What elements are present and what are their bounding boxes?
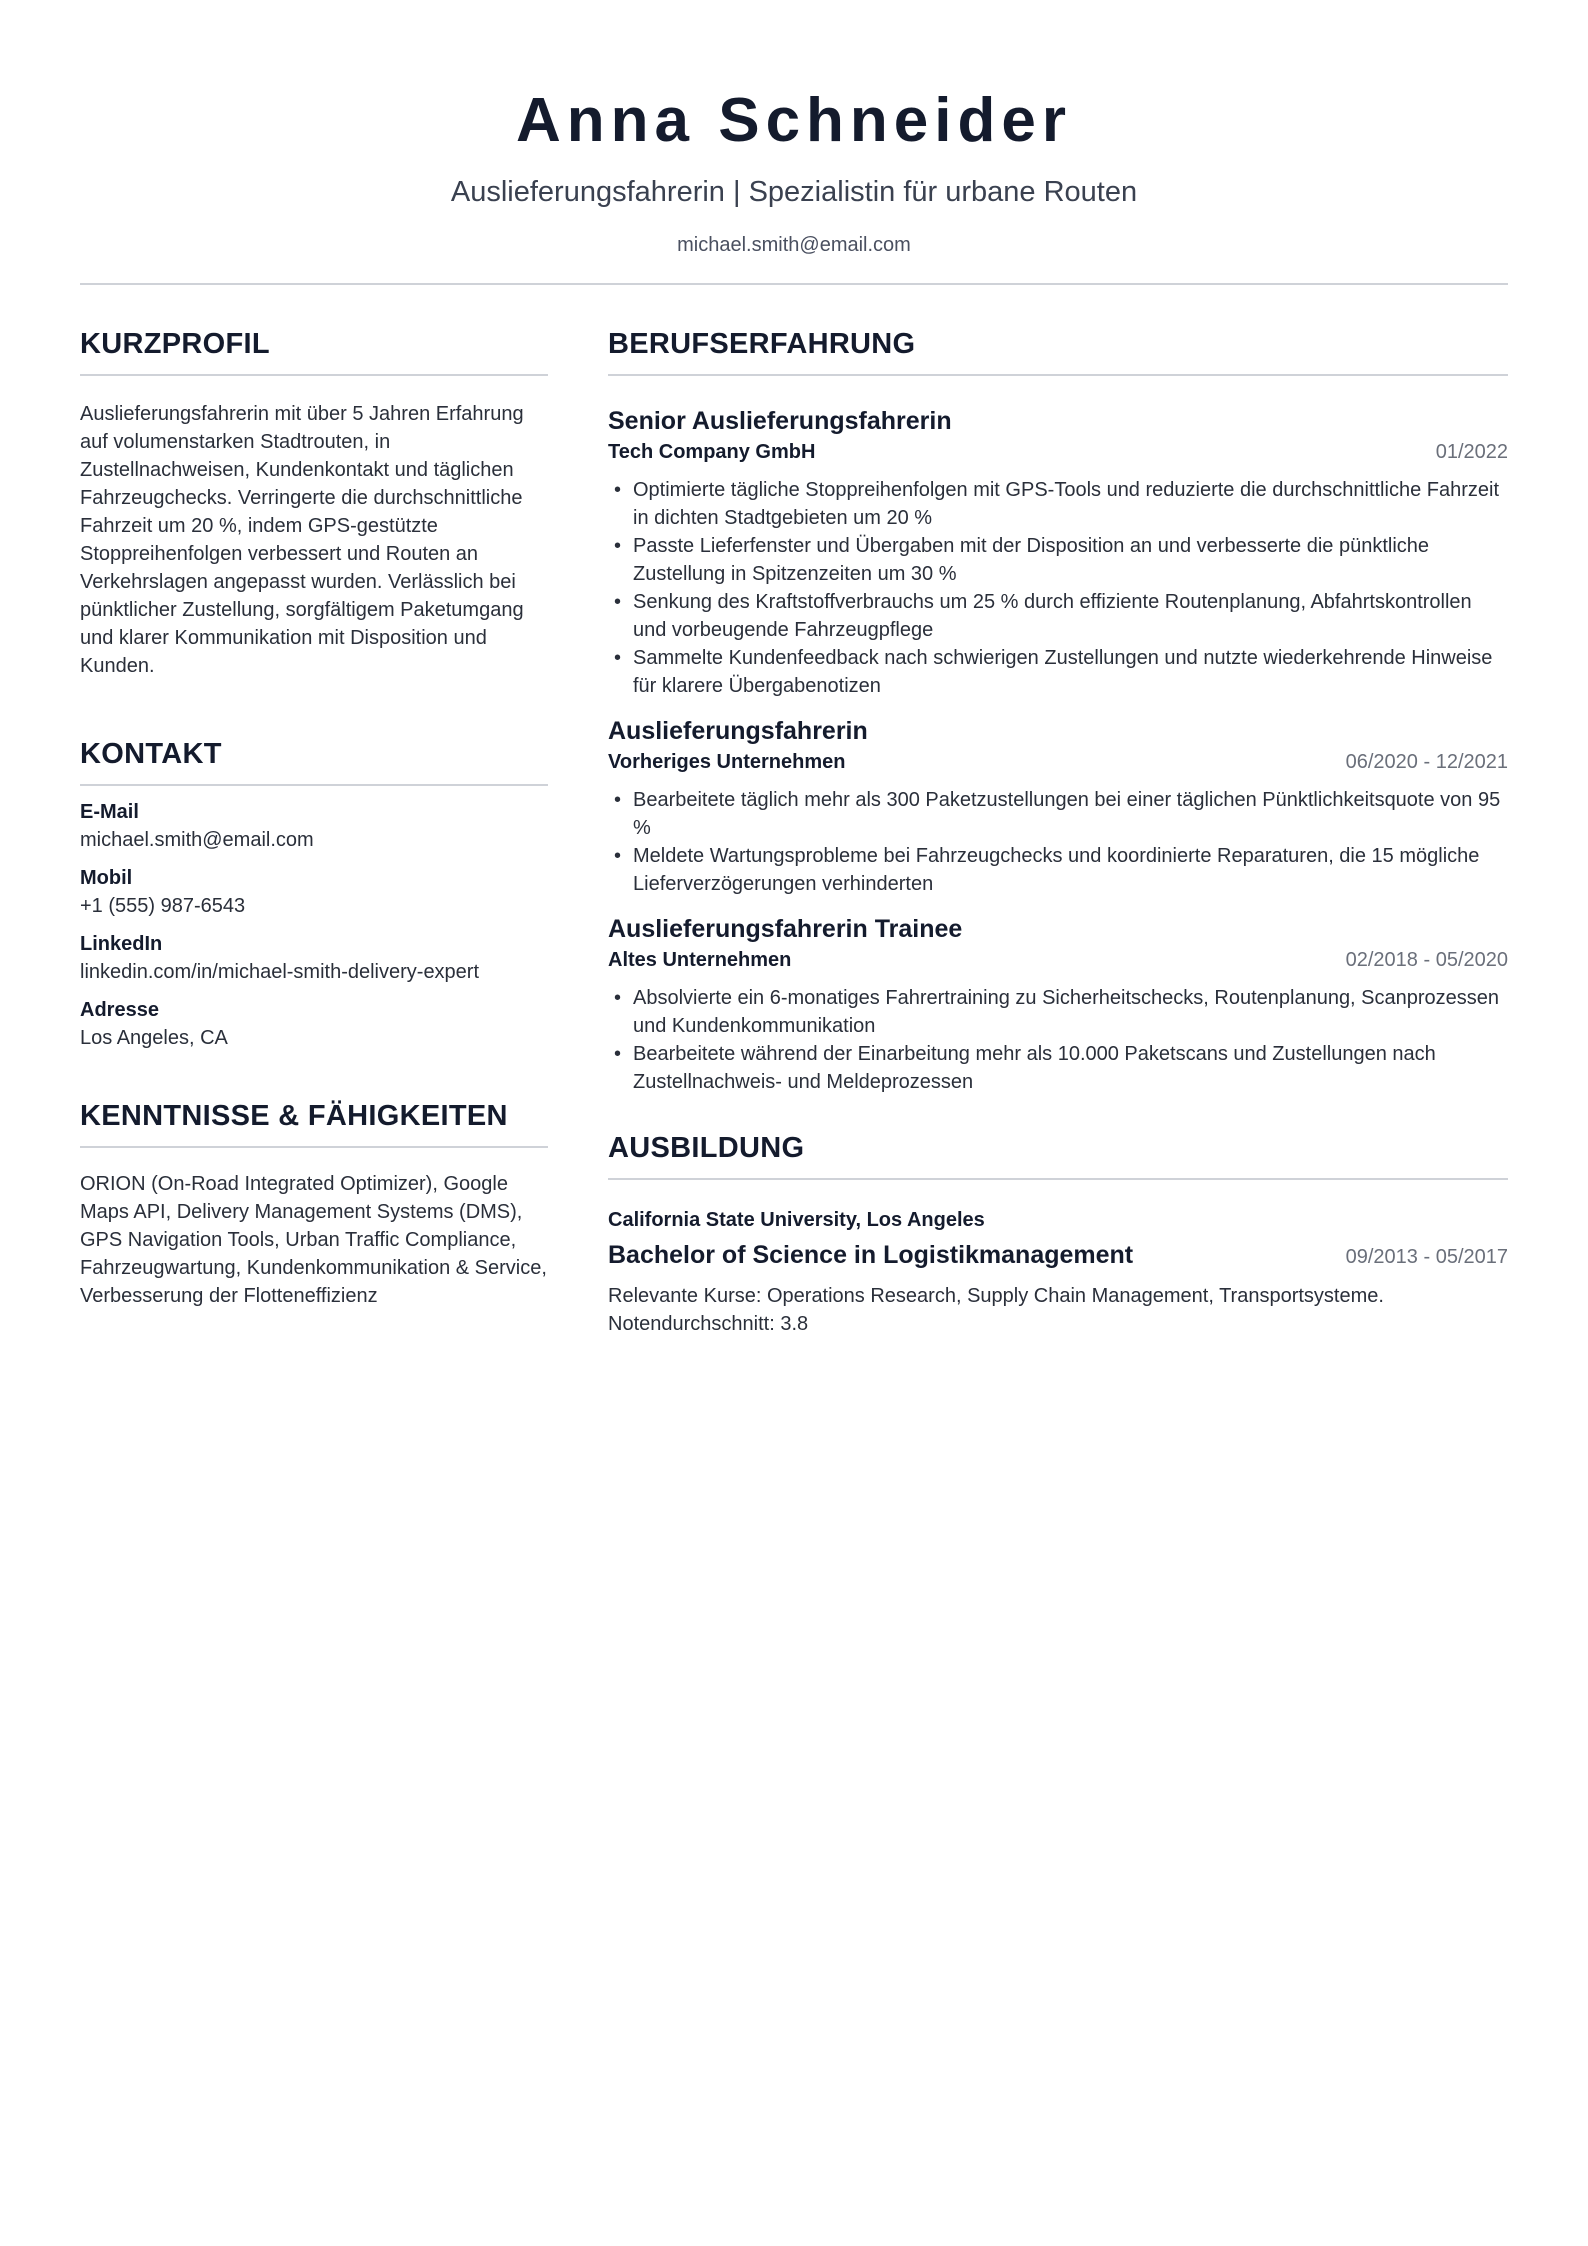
company-name: Altes Unternehmen (608, 949, 792, 971)
contact-linkedin-link[interactable]: linkedin.com/in/michael-smith-delivery-expert (80, 961, 480, 983)
contact-label: Mobil (80, 867, 133, 889)
skills-section (80, 1094, 548, 1310)
degree-title: Bachelor of Science in Logistikmanagement (608, 1241, 1134, 1269)
experience-heading: BERUFSERFAHRUNG (608, 328, 916, 360)
job-meta (608, 946, 1508, 974)
contact-label: LinkedIn (80, 933, 163, 955)
company-name: Tech Company GmbH (608, 441, 816, 463)
job-bullet: • Senkung des Kraftstoffverbrauchs um 25 % durch effiziente Routenplanung, Abfahrtskontrollen und vorbeugende Fahrzeugpflege (608, 588, 1508, 644)
education-date: 09/2013 - 05/2017 (1345, 1246, 1508, 1268)
section-divider (608, 1178, 1508, 1180)
education-section (608, 1126, 1508, 1338)
contact-list (80, 798, 548, 1052)
section-divider (608, 374, 1508, 376)
contact-section (80, 732, 548, 1052)
education-heading: AUSBILDUNG (608, 1132, 805, 1164)
job-entry (608, 912, 1508, 1096)
job-bullet: • Bearbeitete während der Einarbeitung mehr als 10.000 Paketscans und Zustellungen nach Zustellnachweis- und Meldeprozessen (608, 1040, 1508, 1096)
job-bullets (608, 786, 1508, 898)
experience-section (608, 322, 1508, 1096)
person-name: Anna Schneider (516, 86, 1072, 155)
job-bullets (608, 984, 1508, 1096)
job-bullet: • Meldete Wartungsprobleme bei Fahrzeugchecks und koordinierte Reparaturen, die 15 mögliche Lieferverzögerungen verhinderten (608, 842, 1508, 898)
contact-item-linkedin (80, 930, 548, 986)
header-divider (80, 283, 1508, 285)
job-bullet: • Passte Lieferfenster und Übergaben mit der Disposition an und verbesserte die pünktliche Zustellung in Spitzenzeiten um 30 % (608, 532, 1508, 588)
job-date: 01/2022 (1435, 441, 1508, 463)
degree-row (608, 1238, 1508, 1272)
summary-text: Auslieferungsfahrerin mit über 5 Jahren Erfahrung auf volumenstarken Stadtrouten, in Zustellnachweisen, Kundenkontakt und täglichen Fahrzeugchecks. Verringerte die durchschnittliche Fahrzeit um 20 %, indem GPS-gestützte Stoppreihenfolgen verbessert und Routen an Verkehrslagen angepasst wurden. Verlässlich bei pünktlicher Zustellung, sorgfältigem Paketumgang und klarer Kommunikation mit Disposition und Kunden. (80, 403, 524, 677)
job-date: 02/2018 - 05/2020 (1345, 949, 1508, 971)
job-title: Auslieferungsfahrerin Trainee (608, 915, 963, 943)
job-meta (608, 748, 1508, 776)
section-divider (80, 784, 548, 786)
skills-text: ORION (On-Road Integrated Optimizer), Google Maps API, Delivery Management Systems (DMS), GPS Navigation Tools, Urban Traffic Compliance, Fahrzeugwartung, Kundenkommunikation & Service, Verbesserung der Flotteneffizienz (80, 1173, 547, 1307)
company-name: Vorheriges Unternehmen (608, 751, 846, 773)
summary-section (80, 322, 548, 680)
contact-item-address (80, 996, 548, 1052)
job-bullet: • Optimierte tägliche Stoppreihenfolgen mit GPS-Tools und reduzierte die durchschnittliche Fahrzeit in dichten Stadtgebieten um 20 % (608, 476, 1508, 532)
contact-address-value: Los Angeles, CA (80, 1027, 228, 1049)
section-divider (80, 374, 548, 376)
education-entry (608, 1206, 1508, 1338)
contact-label: E-Mail (80, 801, 139, 823)
job-bullet: • Absolvierte ein 6-monatiges Fahrertraining zu Sicherheitschecks, Routenplanung, Scanprozessen und Kundenkommunikation (608, 984, 1508, 1040)
contact-email-link[interactable]: michael.smith@email.com (80, 829, 314, 851)
job-meta (608, 438, 1508, 466)
job-bullet: • Bearbeitete täglich mehr als 300 Paketzustellungen bei einer täglichen Pünktlichkeitsquote von 95 % (608, 786, 1508, 842)
job-title: Senior Auslieferungsfahrerin (608, 407, 952, 435)
header-email: michael.smith@email.com (677, 234, 911, 256)
job-entry (608, 404, 1508, 700)
summary-heading: KURZPROFIL (80, 328, 270, 360)
contact-item-phone (80, 864, 548, 920)
contact-item-email (80, 798, 548, 854)
school-name: California State University, Los Angeles (608, 1209, 985, 1231)
job-bullets (608, 476, 1508, 700)
section-divider (80, 1146, 548, 1148)
education-details: Relevante Kurse: Operations Research, Supply Chain Management, Transportsysteme. Notendurchschnitt: 3.8 (608, 1285, 1384, 1335)
job-date: 06/2020 - 12/2021 (1345, 751, 1508, 773)
job-bullet: • Sammelte Kundenfeedback nach schwierigen Zustellungen und nutzte wiederkehrende Hinweise für klarere Übergabenotizen (608, 644, 1508, 700)
job-title: Auslieferungsfahrerin (608, 717, 868, 745)
job-entry (608, 714, 1508, 898)
right-column (608, 322, 1508, 1338)
left-column (80, 322, 548, 1310)
contact-phone-value: +1 (555) 987-6543 (80, 895, 246, 917)
contact-label: Adresse (80, 999, 159, 1021)
job-headline: Auslieferungsfahrerin | Spezialistin für urbane Routen (450, 176, 1138, 208)
skills-heading: KENNTNISSE & FÄHIGKEITEN (80, 1100, 508, 1132)
contact-heading: KONTAKT (80, 738, 222, 770)
resume-header (80, 78, 1508, 258)
